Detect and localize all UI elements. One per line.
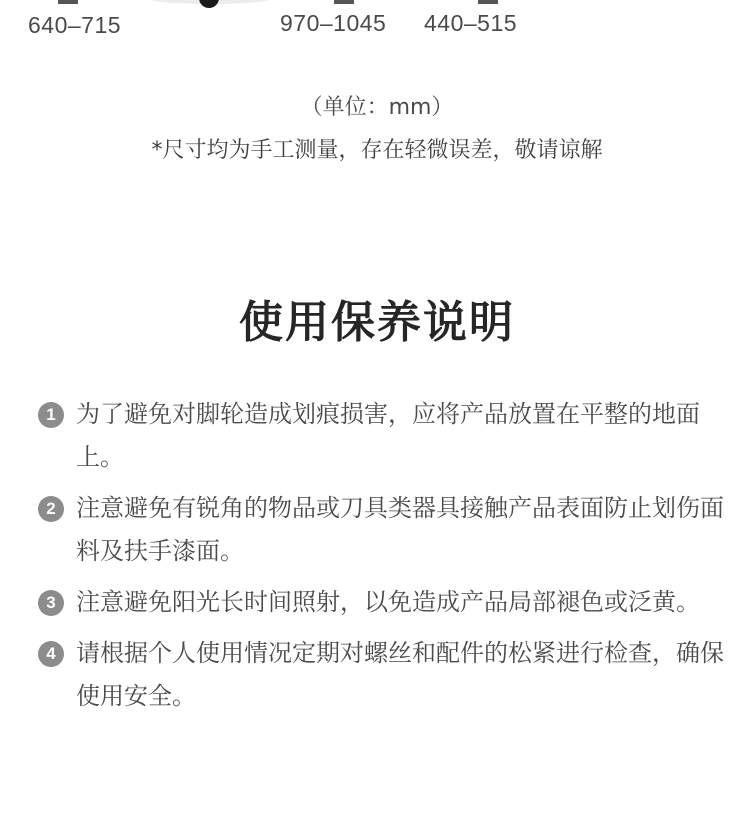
number-badge-3: 3 — [38, 590, 64, 616]
number-badge-2: 2 — [38, 496, 64, 522]
dimension-tick — [58, 0, 78, 4]
number-badge-1: 1 — [38, 402, 64, 428]
dimension-strip — [0, 0, 754, 44]
care-section-title: 使用保养说明 — [239, 297, 515, 348]
care-item — [38, 581, 728, 624]
care-item-text: 注意避免阳光长时间照射，以免造成产品局部褪色或泛黄。 — [76, 588, 700, 616]
dimension-tick — [334, 0, 354, 4]
care-item — [38, 393, 728, 479]
number-badge-4: 4 — [38, 641, 64, 667]
care-item-text: 请根据个人使用情况定期对螺丝和配件的松紧进行检查，确保使用安全。 — [76, 639, 724, 710]
unit-label: （单位：mm） — [300, 95, 454, 120]
care-item — [38, 487, 728, 573]
measurement-note: *尺寸均为手工测量，存在轻微误差，敬请谅解 — [151, 138, 603, 163]
care-instructions-list — [38, 393, 728, 726]
dimension-value: 640–715 — [28, 12, 122, 38]
dimension-tick — [478, 0, 498, 4]
dimension-value: 970–1045 — [280, 10, 387, 36]
care-item-text: 为了避免对脚轮造成划痕损害，应将产品放置在平整的地面上。 — [76, 400, 700, 471]
dimension-value: 440–515 — [424, 10, 518, 36]
caster-wheel-graphic — [199, 0, 219, 8]
care-item-text: 注意避免有锐角的物品或刀具类器具接触产品表面防止划伤面料及扶手漆面。 — [76, 494, 724, 565]
care-item — [38, 632, 728, 718]
